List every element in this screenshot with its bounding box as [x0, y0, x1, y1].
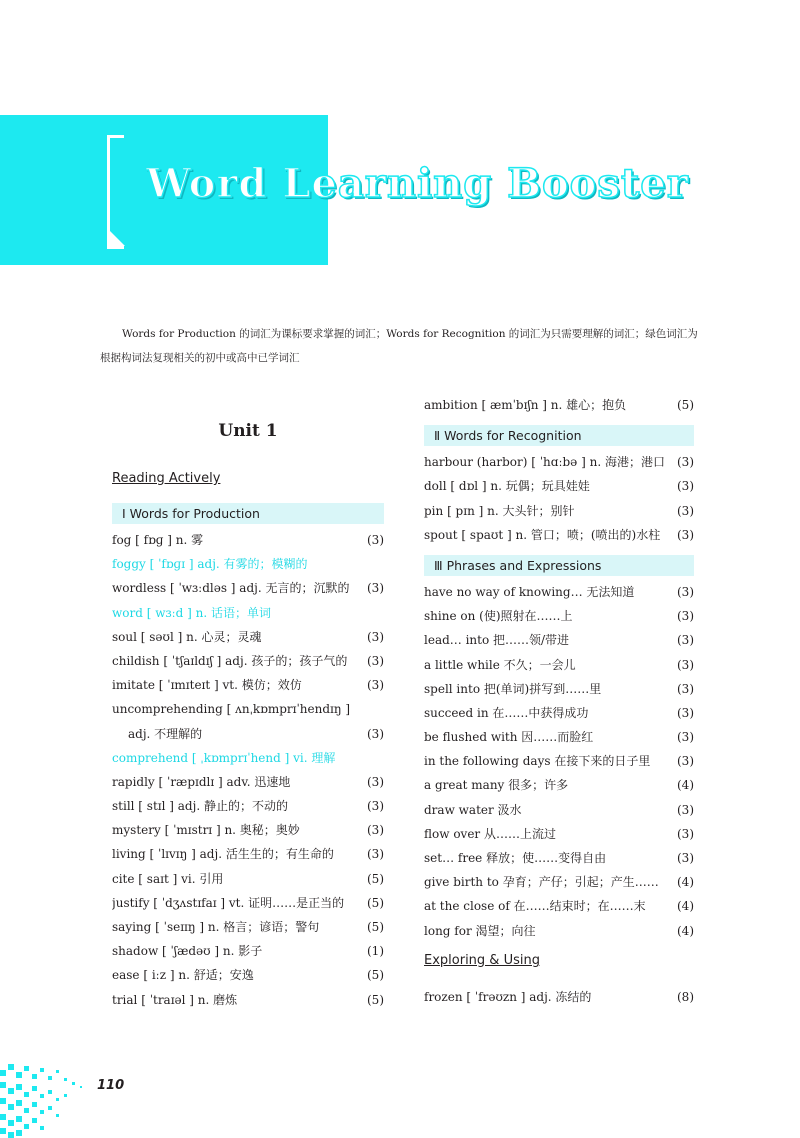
vocab-entry: spout [ spaʊt ] n. 管口；喷；(喷出的)水柱 (3) [424, 527, 694, 542]
pixel-decoration [0, 1062, 95, 1138]
phrase-entry: a little while 不久；一会儿 (3) [424, 657, 694, 672]
vocab-entry: wordless [ ˈwɜːdləs ] adj. 无言的；沉默的 (3) [112, 581, 384, 596]
unit-heading: Unit 1 [218, 421, 278, 441]
vocab-entry-green: word [ wɜːd ] n. 话语；单词 [112, 605, 271, 620]
page-number: 110 [97, 1078, 125, 1093]
vocab-entry: frozen [ ˈfrəʊzn ] adj. 冻结的 (8) [424, 989, 694, 1004]
phrase-entry: set… free 释放；使……变得自由 (3) [424, 851, 694, 865]
vocab-entry: shadow [ ˈʃædəʊ ] n. 影子 (1) [112, 944, 384, 959]
section-reading-actively: Reading Actively [112, 471, 221, 486]
vocab-entry-continuation: adj. 不理解的 (3) [128, 726, 384, 741]
phrase-entry: long for 渴望；向往 (4) [424, 923, 694, 938]
left-column [112, 395, 384, 1012]
vocab-entry: soul [ səʊl ] n. 心灵；灵魂 (3) [112, 629, 384, 644]
vocab-entry: imitate [ ˈɪmɪteɪt ] vt. 模仿；效仿 (3) [112, 678, 384, 693]
phrase-entry: have no way of knowing… 无法知道 (3) [424, 584, 694, 599]
vocab-entry: ambition [ æmˈbɪʃn ] n. 雄心；抱负 (5) [424, 398, 694, 412]
vocab-entry: saying [ ˈseɪɪŋ ] n. 格言；谚语；警句 (5) [112, 920, 384, 934]
phrase-entry: lead… into 把……领/带进 (3) [424, 633, 694, 648]
page-title: Word Learning Booster [146, 160, 689, 207]
phrase-entry: spell into 把(单词)拼写到……里 (3) [424, 681, 694, 696]
vocab-entry: ease [ iːz ] n. 舒适；安逸 (5) [112, 968, 384, 983]
corner-decoration [107, 228, 125, 246]
phrase-entry: a great many 很多；许多 (4) [424, 778, 694, 793]
vocab-entry: uncomprehending [ ʌnˌkɒmprɪˈhendɪŋ ] [112, 702, 351, 717]
phrase-entry: be flushed with 因……而脸红 (3) [424, 730, 694, 745]
vocab-entry-green: comprehend [ ˌkɒmprɪˈhend ] vi. 理解 [112, 750, 336, 765]
vocab-entry: childish [ ˈtʃaɪldɪʃ ] adj. 孩子的；孩子气的 (3) [112, 653, 384, 668]
phrase-entry: flow over 从……上流过 (3) [424, 826, 694, 841]
section-exploring-using: Exploring & Using [424, 952, 540, 968]
phrases-and-expressions-bar: Ⅲ Phrases and Expressions [424, 555, 694, 576]
vocab-entry: cite [ saɪt ] vi. 引用 (5) [112, 871, 384, 886]
vocab-entry-green: foggy [ ˈfɒɡɪ ] adj. 有雾的；模糊的 [112, 557, 308, 572]
vocab-entry: trial [ ˈtraɪəl ] n. 磨炼 (5) [112, 992, 384, 1007]
vocab-entry: doll [ dɒl ] n. 玩偶；玩具娃娃 (3) [424, 479, 694, 494]
vocab-entry: pin [ pɪn ] n. 大头针；别针 (3) [424, 503, 694, 518]
phrase-entry: shine on (使)照射在……上 (3) [424, 609, 694, 624]
phrase-entry: give birth to 孕育；产仔；引起；产生…… (4) [424, 875, 694, 890]
right-column [424, 393, 694, 1009]
vocab-entry: rapidly [ ˈræpɪdlɪ ] adv. 迅速地 (3) [112, 774, 384, 789]
phrase-entry: at the close of 在……结束时；在……末 (4) [424, 899, 694, 914]
vocab-entry: mystery [ ˈmɪstrɪ ] n. 奥秘；奥妙 (3) [112, 823, 384, 838]
vocab-entry: fog [ fɒɡ ] n. 雾 (3) [112, 533, 384, 547]
phrase-entry: succeed in 在……中获得成功 (3) [424, 705, 694, 720]
vocab-entry: still [ stɪl ] adj. 静止的；不动的 (3) [112, 799, 384, 814]
intro-text: Words for Production 的词汇为课标要求掌握的词汇；Words for Recognition 的词汇为只需要理解的词汇；绿色词汇为根据构词法复现相关的初中或高中已学词汇 [100, 328, 698, 364]
words-for-production-bar: Ⅰ Words for Production [112, 503, 384, 524]
phrase-entry: in the following days 在接下来的日子里 (3) [424, 754, 694, 769]
vocab-entry: living [ ˈlɪvɪŋ ] adj. 活生生的；有生命的 (3) [112, 847, 384, 862]
vocab-entry: justify [ ˈdʒʌstɪfaɪ ] vt. 证明……是正当的 (5) [112, 895, 384, 910]
vocab-entry: harbour (harbor) [ ˈhɑːbə ] n. 海港；港口 (3) [424, 455, 694, 470]
intro-paragraph [100, 322, 700, 370]
words-for-recognition-bar: Ⅱ Words for Recognition [424, 425, 694, 446]
phrase-entry: draw water 汲水 (3) [424, 802, 694, 817]
